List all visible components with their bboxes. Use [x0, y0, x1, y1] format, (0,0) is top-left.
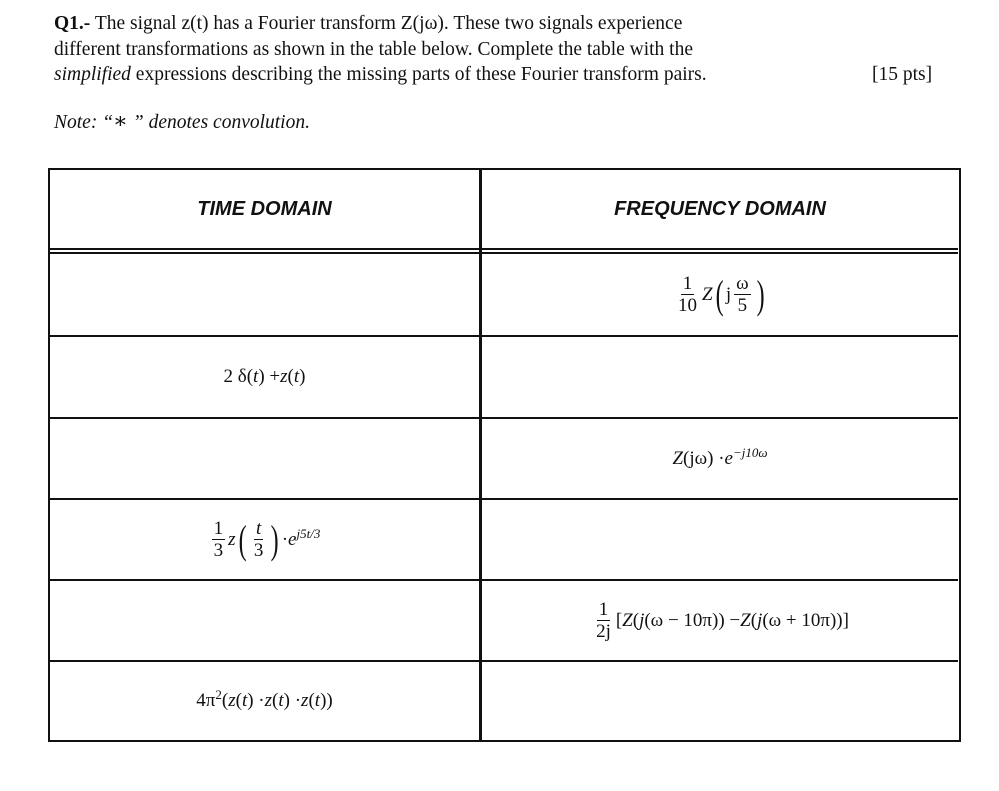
- table-row: [50, 662, 958, 739]
- points-label: [15 pts]: [872, 64, 933, 85]
- time-cell: [50, 337, 479, 417]
- freq-cell: [482, 581, 958, 660]
- question-line-3: expressions describing the missing parts of these Fourier transform pairs.: [130, 64, 707, 85]
- table-row: [50, 254, 958, 335]
- table-row: [50, 337, 958, 417]
- time-cell-empty[interactable]: [50, 581, 479, 660]
- header-frequency-domain: FREQUENCY DOMAIN: [614, 197, 826, 220]
- time-cell-empty[interactable]: [50, 419, 479, 498]
- freq-cell: [482, 419, 958, 498]
- note-suffix: ” denotes convolution.: [128, 112, 310, 133]
- question-emphasis: simplified: [54, 64, 131, 85]
- header-time-domain: TIME DOMAIN: [197, 197, 332, 220]
- time-expression-4: $\frac{1}{3}$ z ( $\frac{t}{3}$ ) · e $^{j5t/3}$: [213, 516, 321, 562]
- question-line-2: different transformations as shown in the table below. Complete the table with the: [54, 38, 694, 60]
- fourier-table: [48, 168, 961, 742]
- freq-cell-empty[interactable]: [482, 337, 958, 417]
- table-row: [50, 500, 958, 579]
- freq-expression-1: $\frac{1}{10}$ Z ( j $\frac{\omega}{5}$ ): [677, 271, 765, 317]
- question-line-1: The signal z(t) has a Fourier transform Z(jω). These two signals experience: [94, 13, 683, 34]
- time-cell: [50, 500, 479, 579]
- freq-cell-empty[interactable]: [482, 500, 958, 579]
- table-header-row: [50, 170, 958, 248]
- time-expression-6: 4π $^2$ ( z ( t ) · z ( t ) · z ( t )): [196, 686, 333, 711]
- convolution-symbol: ∗: [113, 108, 128, 133]
- freq-cell: [482, 254, 958, 335]
- note: [54, 108, 310, 134]
- question-text: [54, 11, 870, 88]
- table-row: [50, 581, 958, 660]
- freq-expression-3: Z (jω) · e $^{-j10\omega}$: [672, 444, 768, 469]
- time-cell: [50, 662, 479, 739]
- time-cell-empty[interactable]: [50, 254, 479, 335]
- question-id: Q1.-: [54, 13, 91, 34]
- freq-cell-empty[interactable]: [482, 662, 958, 739]
- table-row: [50, 419, 958, 498]
- note-prefix: Note: “: [54, 112, 114, 133]
- freq-expression-5: $\frac{1}{2j}$ [ Z ( j (ω − 10π)) − Z ( j (ω + 10π))]: [596, 599, 849, 642]
- time-expression-2: 2 δ( t ) + z ( t ): [223, 366, 306, 387]
